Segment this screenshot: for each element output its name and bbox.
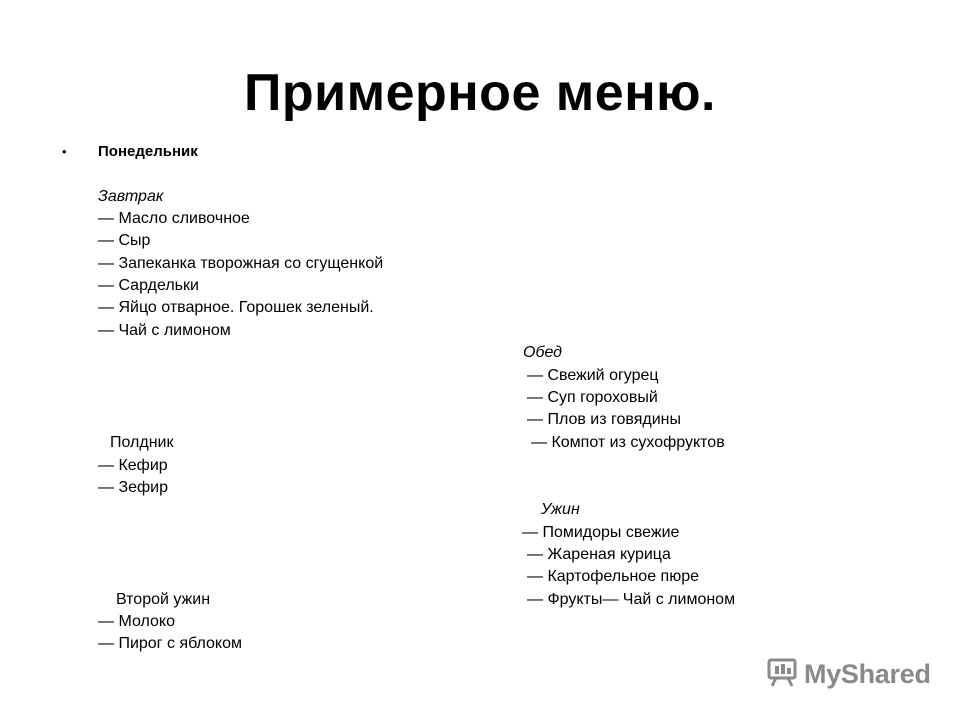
myshared-logo[interactable]: [766, 656, 931, 692]
dinner-item: — Помидоры свежие: [522, 524, 680, 541]
breakfast-item: — Сыр: [98, 232, 151, 249]
slide-title: Примерное меню.: [244, 64, 716, 122]
breakfast-item: — Сардельки: [98, 277, 199, 294]
breakfast-item: — Запеканка творожная со сгущенкой: [98, 255, 384, 272]
second-dinner-item: — Пирог с яблоком: [98, 635, 243, 652]
second-dinner-label: Второй ужин: [116, 591, 211, 608]
presentation-board-icon: [766, 657, 798, 692]
snack-item: — Зефир: [98, 479, 169, 496]
lunch-item: — Суп гороховый: [527, 389, 658, 406]
dinner-item: — Жареная курица: [527, 546, 671, 563]
breakfast-item: — Масло сливочное: [98, 210, 250, 227]
snack-label: Полдник: [110, 434, 174, 451]
breakfast-item: — Чай с лимоном: [98, 322, 231, 339]
breakfast-item: — Яйцо отварное. Горошек зеленый.: [98, 299, 374, 316]
second-dinner-item: — Молоко: [98, 613, 175, 630]
dinner-item: — Фрукты— Чай с лимоном: [527, 591, 736, 608]
dinner-label: Ужин: [541, 501, 580, 518]
snack-item: — Кефир: [98, 457, 168, 474]
lunch-item: — Компот из сухофруктов: [531, 434, 725, 451]
myshared-logo-text: MyShared: [804, 658, 931, 689]
breakfast-label: Завтрак: [98, 188, 164, 205]
day-heading: Понедельник: [98, 143, 198, 160]
lunch-item: — Плов из говядины: [527, 411, 681, 428]
bullet-marker: •: [62, 144, 67, 159]
lunch-item: — Свежий огурец: [527, 367, 659, 384]
dinner-item: — Картофельное пюре: [527, 568, 699, 585]
lunch-label: Обед: [523, 344, 563, 361]
